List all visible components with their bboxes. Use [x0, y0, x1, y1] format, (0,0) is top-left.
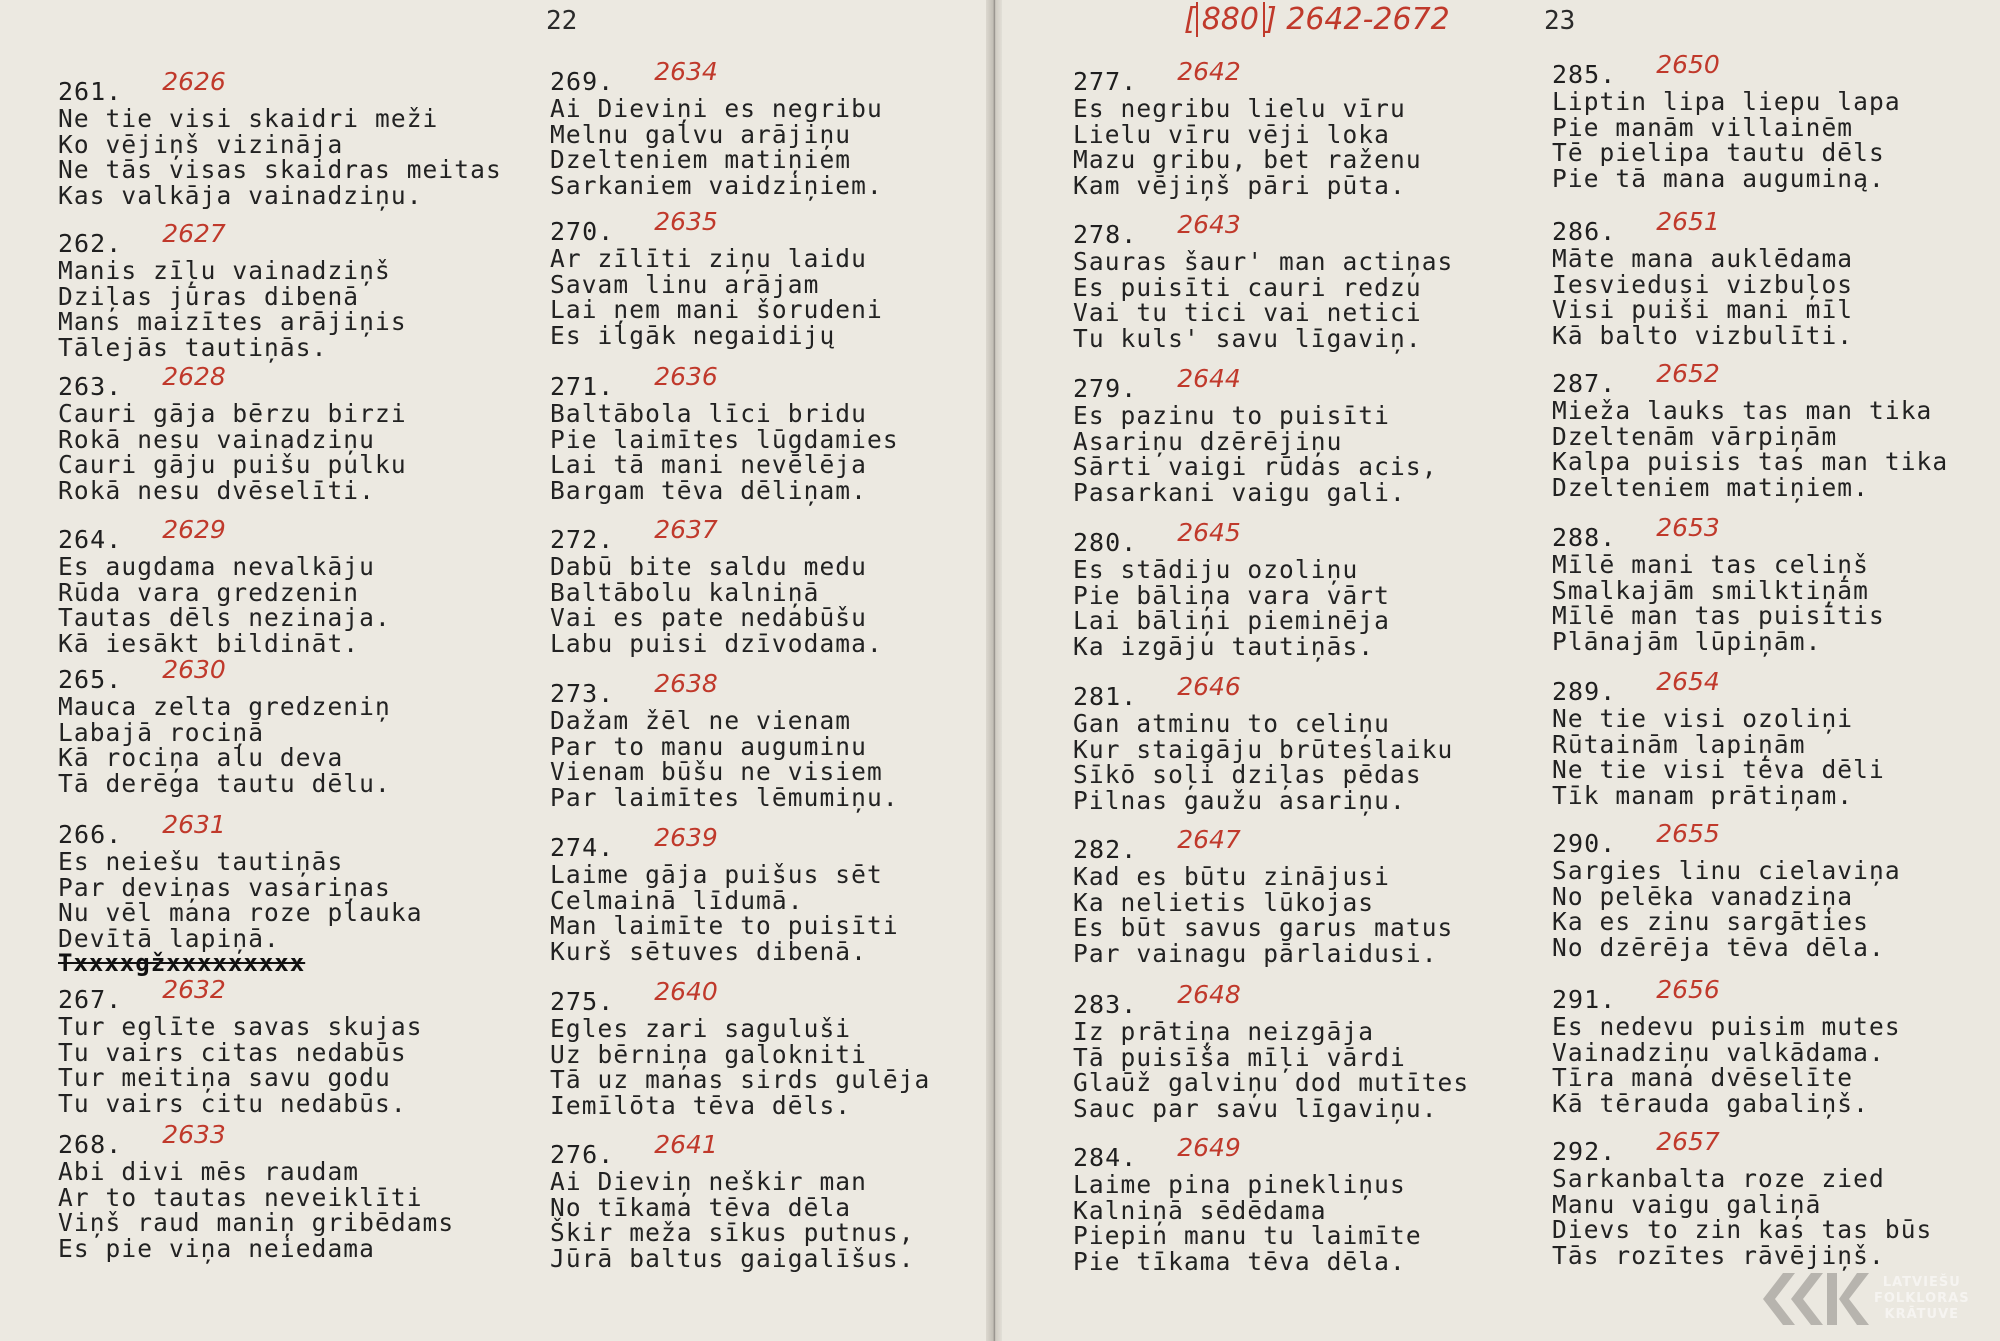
verse-number: 271. — [550, 372, 615, 401]
verse-line: Ko vējiņš vizināja — [58, 129, 344, 159]
verse-header — [58, 362, 528, 401]
verse-line: Cauri gāja bērzu birzi — [58, 399, 407, 428]
verse-header — [1552, 207, 2000, 246]
verse-block — [1552, 50, 2000, 193]
right-page-number: 23 — [1544, 6, 1576, 36]
verse-header — [1073, 364, 1543, 403]
verse-line: Rokā nesu vainadziņu — [58, 424, 376, 454]
verse-number: 269. — [550, 67, 615, 96]
verse-header — [58, 1120, 528, 1159]
verse-block — [550, 362, 1020, 505]
chevron-k-icon — [1752, 1269, 1874, 1329]
left-page-number: 22 — [546, 6, 578, 36]
verse-line: Ka es zinu sargāties — [1552, 907, 1870, 936]
verse-number: 273. — [550, 679, 615, 708]
archive-annotation: 2648 — [1177, 980, 1241, 1009]
verse-block — [1552, 1127, 2000, 1270]
verse-header — [58, 975, 528, 1014]
verse-block — [550, 207, 1020, 350]
archive-annotation: 2642 — [1177, 57, 1241, 86]
verse-number: 284. — [1073, 1143, 1138, 1172]
verse-line: Tur meitiņa savu godu — [58, 1063, 391, 1092]
verse-number: 275. — [550, 987, 615, 1016]
verse-number: 267. — [58, 985, 123, 1014]
verse-block — [1073, 1133, 1543, 1276]
verse-header — [58, 810, 528, 849]
archive-annotation: 2636 — [654, 362, 718, 391]
verse-header — [1552, 975, 2000, 1014]
verse-line: Pie bāliņa vara vārt — [1073, 580, 1391, 610]
verse-line: Pie manām villainēm — [1552, 112, 1854, 142]
verse-line: Tīk manam prātiņam. — [1552, 780, 1854, 810]
verse-line: Uz bērniņa galokniti — [550, 1039, 868, 1069]
archive-annotation: 2627 — [162, 219, 226, 248]
verse-line: Laime pina pinekliņus — [1073, 1170, 1406, 1199]
verse-block — [1073, 210, 1543, 353]
verse-line: Dziļas jūras dibenā — [58, 281, 360, 311]
verse-header — [1073, 980, 1543, 1019]
verse-line: Iesviedusi vizbuļos — [1552, 269, 1854, 299]
verse-number: 290. — [1552, 829, 1617, 858]
verse-line: Liptin lipa liepu lapa — [1552, 87, 1901, 116]
verse-line: Abi divi mēs raudam — [58, 1157, 360, 1186]
verse-block — [1552, 513, 2000, 656]
verse-header — [1073, 57, 1543, 96]
archive-ref-box: 880 — [1196, 2, 1265, 37]
verse-line: Labajā rociņā — [58, 717, 265, 747]
verse-line: Iemīlōta tēva dēls. — [550, 1090, 852, 1120]
verse-line: Mieža lauks tas man tika — [1552, 396, 1933, 425]
archive-annotation: 2649 — [1177, 1133, 1241, 1162]
verse-line: Es ilgāk negaidijų — [550, 320, 836, 350]
verse-header — [1552, 667, 2000, 706]
verse-line: Ne tās visas skaidras meitas — [58, 155, 502, 184]
verse-line: Cauri gāju puišu pulku — [58, 450, 407, 479]
verse-block — [1073, 518, 1543, 661]
verse-line: Rūda vara gredzenin — [58, 577, 360, 607]
verse-block — [58, 1120, 528, 1263]
verse-line: Baltābola līci bridu — [550, 399, 868, 428]
verse-line: Mīlē mani tas celiņš — [1552, 550, 1870, 579]
verse-line: Dzelteniem matiņiem — [550, 145, 852, 174]
archive-ref-range: 2642-2672 — [1286, 2, 1450, 37]
verse-line: Pie tīkama tēva dēla. — [1073, 1246, 1406, 1276]
verse-number: 280. — [1073, 528, 1138, 557]
verse-line: Māte mana auklēdama — [1552, 244, 1854, 273]
verse-line: Kā rociņa alu deva — [58, 743, 344, 772]
verse-header — [1073, 1133, 1543, 1172]
verse-line: Ar to tautas neveiklīti — [58, 1182, 423, 1212]
verse-line: Par to manu auguminu — [550, 731, 868, 761]
verse-number: 292. — [1552, 1137, 1617, 1166]
verse-line: Tu vairs citas nedabūs — [58, 1037, 407, 1067]
verse-header — [550, 1130, 1020, 1169]
verse-line: Mīlē man tas puisītis — [1552, 601, 1885, 630]
archive-annotation: 2651 — [1656, 207, 1720, 236]
verse-line: No pelēka vanadziņa — [1552, 881, 1854, 911]
verse-line: Melnu galvu arājiņu — [550, 119, 852, 149]
verse-header — [58, 655, 528, 694]
archive-annotation: 2633 — [162, 1120, 226, 1149]
verse-block — [1552, 975, 2000, 1118]
verse-number: 274. — [550, 833, 615, 862]
verse-block — [550, 1130, 1020, 1273]
verse-line: Visi puiši mani mīl — [1552, 295, 1854, 324]
verse-block — [58, 515, 528, 658]
verse-line: Lielu vīru vēji loka — [1073, 119, 1391, 149]
archive-annotation: 2646 — [1177, 672, 1241, 701]
verse-header — [550, 977, 1020, 1016]
verse-line: Sārti vaigi rūdas acis, — [1073, 452, 1438, 481]
archive-annotation: 2638 — [654, 669, 718, 698]
verse-line: Pasarkani vaigu gali. — [1073, 477, 1406, 507]
verse-line: Tu vairs citu nedabūs. — [58, 1088, 407, 1118]
verse-line: Pie laimītes lūgdamies — [550, 424, 899, 454]
verse-line: Manis zīļu vainadziņš — [58, 256, 391, 285]
verse-number: 287. — [1552, 369, 1617, 398]
verse-line: No tīkama tēva dēla — [550, 1192, 852, 1222]
verse-block — [550, 669, 1020, 812]
archive-annotation: 2629 — [162, 515, 226, 544]
verse-line: Celmainā līdumā. — [550, 885, 804, 915]
verse-header — [1552, 513, 2000, 552]
archive-logo — [1752, 1265, 1988, 1333]
archive-annotation: 2643 — [1177, 210, 1241, 239]
verse-line: Tā puisīša mīļi vārdi — [1073, 1042, 1406, 1072]
verse-number: 276. — [550, 1140, 615, 1169]
verse-line: Baltābolu kalniņā — [550, 577, 820, 607]
verse-block — [1552, 359, 2000, 502]
verse-line: Tās rozītes rāvējiņš. — [1552, 1240, 1885, 1270]
verse-header — [1552, 50, 2000, 89]
verse-line: Ne tie visi ozoliņi — [1552, 704, 1854, 733]
verse-number: 270. — [550, 217, 615, 246]
verse-line: Rūtainām lapiņām — [1552, 729, 1806, 759]
verse-line: Ar zīlīti ziņu laidu — [550, 244, 868, 273]
verse-line: Kā iesākt bildināt. — [58, 628, 360, 658]
verse-line: Ka izgāju tautiņās. — [1073, 631, 1375, 661]
verse-number: 286. — [1552, 217, 1617, 246]
archive-annotation: 2654 — [1656, 667, 1720, 696]
verse-line: Es nedevu puisim mutes — [1552, 1012, 1901, 1041]
verse-block — [1073, 825, 1543, 968]
verse-line: Kurš sētuves dibenā. — [550, 936, 868, 966]
verse-header — [1552, 819, 2000, 858]
verse-line: Piepin manu tu laimīte — [1073, 1221, 1422, 1250]
verse-line: Dievs to zin kas tas būs — [1552, 1215, 1933, 1244]
verse-block — [1552, 667, 2000, 810]
verse-header — [1552, 359, 2000, 398]
verse-line: Asariņu dzērējiņu — [1073, 426, 1343, 456]
verse-number: 263. — [58, 372, 123, 401]
verse-line: Bargam tēva dēliņam. — [550, 475, 868, 505]
verse-number: 291. — [1552, 985, 1617, 1014]
archive-annotation: 2657 — [1656, 1127, 1720, 1156]
verse-line: Kā tērauda gabaliņš. — [1552, 1088, 1870, 1118]
verse-line: Lai bāliņi pieminēja — [1073, 606, 1391, 635]
verse-line: Tālejās tautiņās. — [58, 332, 328, 362]
verse-line: Es augdama nevalkāju — [58, 552, 376, 581]
verse-line: Devītā lapiņā. — [58, 923, 280, 953]
verse-line: Tur eglīte savas skujas — [58, 1012, 423, 1041]
verse-number: 279. — [1073, 374, 1138, 403]
verse-line: Sargies linu cielaviņa — [1552, 856, 1901, 885]
archive-annotation: 2630 — [162, 655, 226, 684]
verse-block — [550, 515, 1020, 658]
verse-line: Es pie viņa neiedama — [58, 1233, 376, 1263]
verse-block — [550, 823, 1020, 966]
verse-line: Kalniņā sēdēdama — [1073, 1195, 1327, 1225]
archive-annotation: 2639 — [654, 823, 718, 852]
verse-line: Kas valkāja vainadziņu. — [58, 180, 423, 210]
verse-number: 281. — [1073, 682, 1138, 711]
verse-line: Kad es būtu zinājusi — [1073, 862, 1391, 891]
verse-line: Mauca zelta gredzeniņ — [58, 692, 391, 721]
verse-number: 261. — [58, 77, 123, 106]
verse-line: Lai tā mani nevēlēja — [550, 450, 868, 479]
verse-line: Viņš raud maniņ gribēdams — [58, 1208, 455, 1237]
archive-annotation: 2645 — [1177, 518, 1241, 547]
verse-number: 262. — [58, 229, 123, 258]
verse-line: Ai Dieviņi es negribu — [550, 94, 883, 123]
archive-annotation: 2631 — [162, 810, 226, 839]
archive-annotation: 2647 — [1177, 825, 1241, 854]
verse-line: Dažam žēl ne vienam — [550, 706, 852, 735]
verse-line: Pie tā mana auguminą. — [1552, 163, 1885, 193]
verse-block — [58, 810, 528, 977]
verse-line: Tīra mana dvēselīte — [1552, 1063, 1854, 1092]
verse-header — [58, 515, 528, 554]
verse-number: 282. — [1073, 835, 1138, 864]
verse-line: Tā derēga tautu dēlu. — [58, 768, 391, 798]
verse-line: Lai ņem mani šorudeni — [550, 295, 883, 324]
verse-block — [58, 362, 528, 505]
verse-line: Sīkō soļi dziļas pēdas — [1073, 760, 1422, 789]
verse-line: Par deviņas vasariņas — [58, 872, 391, 902]
verse-line: Sauras šaur' man actiņas — [1073, 247, 1454, 276]
archive-annotation: 2650 — [1656, 50, 1720, 79]
verse-line: No dzērēja tēva dēla. — [1552, 932, 1885, 962]
verse-line: Egles zari saguluši — [550, 1014, 852, 1043]
verse-line: Iz prātiņa neizgāja — [1073, 1017, 1375, 1046]
verse-block — [58, 219, 528, 362]
verse-line: Labu puisi dzīvodama. — [550, 628, 883, 658]
verse-number: 266. — [58, 820, 123, 849]
verse-line: Par vainagu pārlaidusi. — [1073, 938, 1438, 968]
verse-header — [1073, 518, 1543, 557]
verse-block — [1552, 207, 2000, 350]
verse-line: Dzeltenām vārpiņām — [1552, 421, 1838, 451]
verse-line: Sarkanbalta roze zied — [1552, 1164, 1885, 1193]
verse-line: Vienam būšu ne visiem — [550, 757, 883, 786]
verse-header — [58, 219, 528, 258]
verse-block — [1073, 980, 1543, 1123]
verse-header — [550, 515, 1020, 554]
verse-header — [58, 67, 528, 106]
verse-header — [550, 207, 1020, 246]
verse-header — [550, 362, 1020, 401]
verse-line: Kā balto vizbulīti. — [1552, 320, 1854, 350]
verse-line: Kalpa puisis tas man tika — [1552, 447, 1949, 476]
verse-line: Ka nelietis lūkojas — [1073, 887, 1375, 917]
verse-line: Kur staigāju brūteslaiku — [1073, 734, 1454, 764]
verse-number: 265. — [58, 665, 123, 694]
archive-annotation: 2655 — [1656, 819, 1720, 848]
verse-line: Man laimīte to puisīti — [550, 911, 899, 940]
archive-annotation: 2653 — [1656, 513, 1720, 542]
verse-number: 264. — [58, 525, 123, 554]
verse-line: Tā uz manas sirds gulēja — [550, 1065, 931, 1094]
verse-number: 278. — [1073, 220, 1138, 249]
verse-line: Vai tu tici vai netici — [1073, 298, 1422, 327]
verse-line: Sarkaniem vaidziņiem. — [550, 170, 883, 200]
verse-line: Dzelteniem matiņiem. — [1552, 472, 1870, 502]
verse-line: Vainadziņu valkādama. — [1552, 1037, 1885, 1067]
verse-line: Savam linu arājam — [550, 269, 820, 299]
verse-block — [58, 655, 528, 798]
verse-line: Mans maizītes arājiņis — [58, 307, 407, 336]
verse-line: Es stādiju ozoliņu — [1073, 555, 1359, 584]
verse-block — [58, 67, 528, 210]
verse-line: Smalkajām smilktiņām — [1552, 575, 1870, 605]
verse-line: Nu vēl mana roze plauka — [58, 898, 423, 927]
verse-block — [1552, 819, 2000, 962]
verse-number: 268. — [58, 1130, 123, 1159]
verse-number: 285. — [1552, 60, 1617, 89]
verse-line: Manu vaigu galiņā — [1552, 1189, 1822, 1219]
verse-line: Vai es pate nedabūšu — [550, 603, 868, 632]
verse-line: Dabū bite saldu medu — [550, 552, 868, 581]
verse-header — [550, 669, 1020, 708]
verse-number: 288. — [1552, 523, 1617, 552]
verse-header — [1073, 672, 1543, 711]
verse-block — [550, 977, 1020, 1120]
verse-line: Pilnas gaužu asariņu. — [1073, 785, 1406, 815]
verse-line: Ai Dieviņ neškir man — [550, 1167, 868, 1196]
verse-line: Gan atminu to celiņu — [1073, 709, 1391, 738]
verse-header — [1552, 1127, 2000, 1166]
verse-number: 277. — [1073, 67, 1138, 96]
archive-annotation: 2626 — [162, 67, 226, 96]
verse-line: Sauc par savu līgaviņu. — [1073, 1093, 1438, 1123]
archive-annotation: 2652 — [1656, 359, 1720, 388]
verse-line: Tautas dēls nezinaja. — [58, 603, 391, 632]
verse-number: 283. — [1073, 990, 1138, 1019]
verse-block — [58, 975, 528, 1118]
archive-annotation: 2635 — [654, 207, 718, 236]
verse-line: Es būt savus garus matus — [1073, 913, 1454, 942]
verse-line: Plānajām lūpiņām. — [1552, 626, 1822, 656]
verse-header — [1073, 825, 1543, 864]
verse-line: Es pazinu to puisīti — [1073, 401, 1391, 430]
verse-number: 289. — [1552, 677, 1617, 706]
archive-reference: [ 880 ] 2642-2672 — [1184, 2, 1450, 37]
verse-line: Ne tie visi tēva dēli — [1552, 755, 1885, 784]
verse-block — [550, 57, 1020, 200]
verse-header — [550, 57, 1020, 96]
verse-block — [1073, 364, 1543, 507]
verse-header — [550, 823, 1020, 862]
archive-annotation: 2632 — [162, 975, 226, 1004]
archive-annotation: 2656 — [1656, 975, 1720, 1004]
archive-annotation: 2644 — [1177, 364, 1241, 393]
archive-annotation: 2634 — [654, 57, 718, 86]
archive-annotation: 2641 — [654, 1130, 718, 1159]
verse-line: Es neiešu tautiņās — [58, 847, 344, 876]
verse-line: Kam vējiņš pāri pūta. — [1073, 170, 1406, 200]
verse-line: Jūrā baltus gaigalīšus. — [550, 1243, 915, 1273]
verse-block — [1073, 57, 1543, 200]
archive-annotation: 2637 — [654, 515, 718, 544]
verse-header — [1073, 210, 1543, 249]
verse-line: Es negribu lielu vīru — [1073, 94, 1406, 123]
verse-line: Škir meža sīkus putnus, — [550, 1218, 915, 1247]
verse-line: Rokā nesu dvēselīti. — [58, 475, 376, 505]
verse-number: 272. — [550, 525, 615, 554]
archive-annotation: 2628 — [162, 362, 226, 391]
verse-line: Es puisīti cauri redzu — [1073, 272, 1422, 302]
verse-line: Mazu gribu, bet raženu — [1073, 145, 1422, 174]
verse-line: Ne tie visi skaidri meži — [58, 104, 439, 133]
logo-text: LATVIEŠU FOLKLORAS KRĀTUVE — [1874, 1275, 1970, 1322]
verse-block — [1073, 672, 1543, 815]
verse-line: Laime gāja puišus sēt — [550, 860, 883, 889]
verse-line: Tu kuls' savu līgaviņ. — [1073, 323, 1422, 353]
archive-annotation: 2640 — [654, 977, 718, 1006]
verse-line: Par laimītes lēmumiņu. — [550, 782, 899, 812]
verse-line: Tē pielipa tautu dēls — [1552, 138, 1885, 167]
verse-line: Glaūž galviņu dod mutītes — [1073, 1068, 1470, 1097]
struck-out-line: Txxxxgžxxxxxxxxx — [58, 949, 306, 977]
